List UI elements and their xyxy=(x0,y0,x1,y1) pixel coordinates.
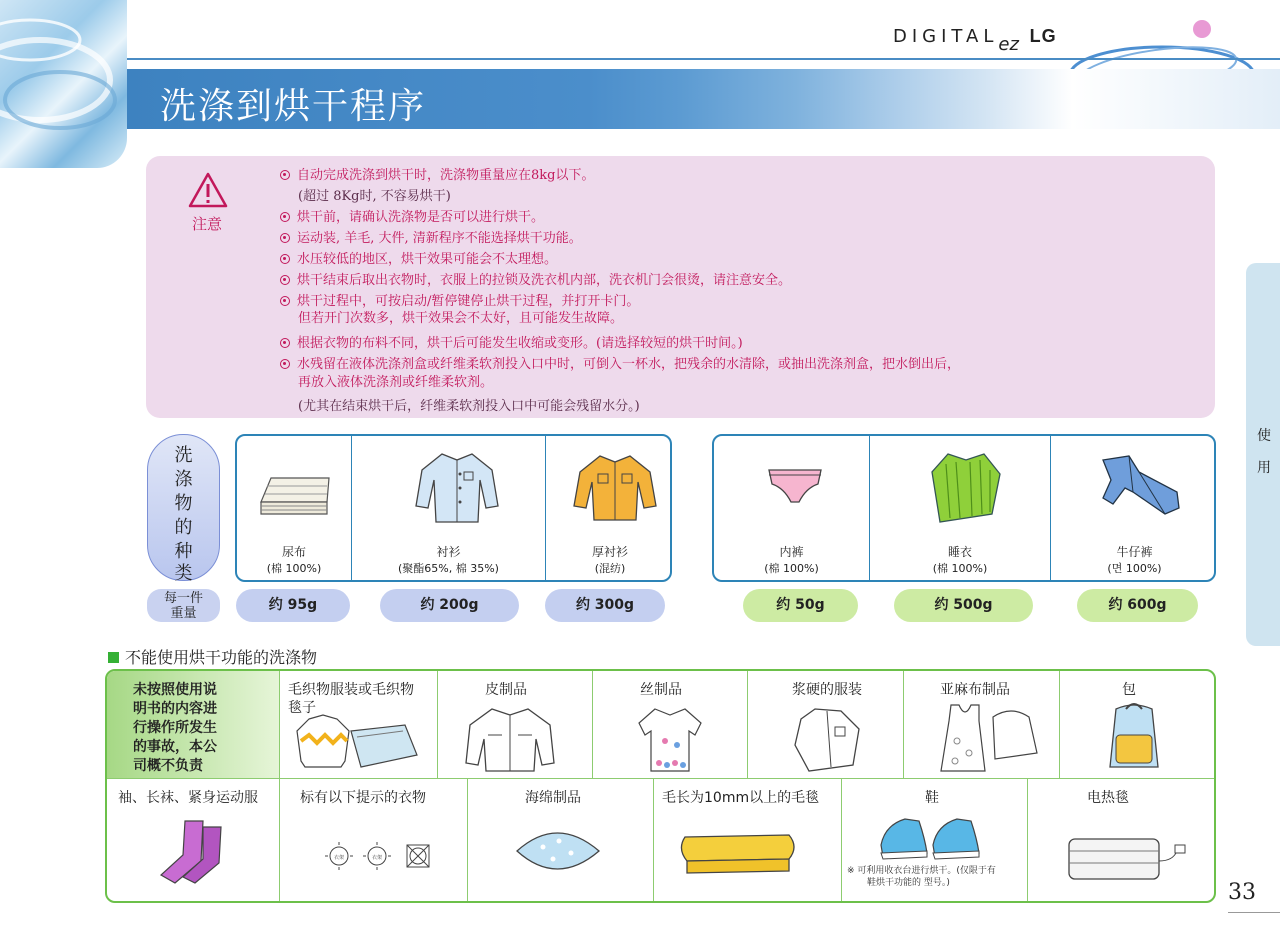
care-symbols-icon xyxy=(325,841,435,871)
weight-label: 每一件 重量 xyxy=(147,589,220,622)
caution-label: 注意 xyxy=(192,215,223,233)
item-label-long-pile: 毛长为10mm以上的毛毯 xyxy=(662,790,820,806)
weight-pill: 约 500g xyxy=(894,589,1033,622)
cell-divider xyxy=(1059,671,1060,779)
item-label-shoes: 鞋 xyxy=(925,790,939,806)
caution-item: 根据衣物的布料不同，烘干后可能发生收缩或变形。(请选择较短的烘干时间。) xyxy=(280,332,743,351)
item-label-bag: 包 xyxy=(1122,682,1136,698)
weight-pill: 约 95g xyxy=(236,589,350,622)
caution-item: 自动完成洗涤到烘干时，洗涤物重量应在8kg以下。 xyxy=(280,164,594,183)
square-bullet-icon xyxy=(108,652,119,663)
pajamas-icon xyxy=(928,450,1004,526)
laundry-item-jeans: 牛仔裤 (면 100%) xyxy=(1050,436,1218,580)
leather-jacket-icon xyxy=(462,705,558,773)
brand-logo: DIGITALez LG xyxy=(893,26,1057,55)
item-label-leather: 皮制品 xyxy=(485,682,527,698)
laundry-item-thick-shirt: 厚衬衫 (混纺) xyxy=(545,436,674,580)
weight-pill: 约 50g xyxy=(743,589,858,622)
page-number-rule xyxy=(1228,912,1280,913)
item-label-starched: 浆硬的服装 xyxy=(792,682,862,698)
bullet-icon xyxy=(280,359,290,369)
bullet-icon xyxy=(280,275,290,285)
caution-item: 烘干过程中，可按启动/暂停键停止烘干过程，并打开卡门。 xyxy=(280,290,639,309)
diaper-icon xyxy=(257,472,333,518)
item-label-electric-blanket: 电热毯 xyxy=(1087,790,1129,806)
bullet-icon xyxy=(280,296,290,306)
bullet-icon xyxy=(280,338,290,348)
cell-divider xyxy=(747,671,748,779)
section-heading: 不能使用烘干功能的洗涤物 xyxy=(108,645,317,668)
cell-divider xyxy=(1027,779,1028,903)
cell-divider xyxy=(437,671,438,779)
linen-clothes-icon xyxy=(937,701,1041,775)
cell-divider xyxy=(279,779,280,903)
electric-blanket-icon xyxy=(1061,821,1191,887)
page-number: 33 xyxy=(1228,880,1256,905)
side-tab-char: 用 xyxy=(1257,460,1271,476)
caution-item: 烘干结束后取出衣物时，衣服上的拉锁及洗衣机内部，洗衣机门会很烫，请注意安全。 xyxy=(280,269,791,288)
silk-shirt-icon xyxy=(635,705,705,775)
caution-item-note: (超过 8Kg时, 不容易烘干) xyxy=(298,189,451,204)
weight-pill: 约 300g xyxy=(545,589,665,622)
sweater-blanket-icon xyxy=(295,711,420,775)
item-label-silk: 丝制品 xyxy=(640,682,682,698)
cell-divider xyxy=(279,671,280,779)
jeans-icon xyxy=(1099,452,1183,518)
caution-item: 运动装, 羊毛, 大件, 清新程序不能选择烘干功能。 xyxy=(280,227,582,246)
header-rule xyxy=(127,58,1280,60)
bullet-icon xyxy=(280,212,290,222)
laundry-group-other xyxy=(712,434,1216,582)
disclaimer-box: 未按照使用说 明书的内容进 行操作所发生 的事故，本公 司概不负责 xyxy=(107,671,279,779)
laundry-item-diaper: 尿布 (棉 100%) xyxy=(237,436,351,580)
shoe-note: ※ 可利用收衣台进行烘干。(仅限于有 鞋烘干功能的 型号。) xyxy=(847,866,996,888)
starched-shirt-icon xyxy=(789,705,865,773)
socks-icon xyxy=(155,817,229,887)
caution-item: 水压较低的地区，烘干效果可能会不太理想。 xyxy=(280,248,557,267)
item-label-linen: 亚麻布制品 xyxy=(940,682,1010,698)
item-label-sponge: 海绵制品 xyxy=(525,790,581,806)
bullet-icon xyxy=(280,170,290,180)
caution-item: 烘干前，请确认洗涤物是否可以进行烘干。 xyxy=(280,206,544,225)
page-title: 洗涤到烘干程序 xyxy=(160,86,427,127)
caution-item-cont: 再放入液体洗涤剂或纤维柔软剂。 xyxy=(298,375,494,390)
shirt-icon xyxy=(414,450,500,526)
cell-divider xyxy=(841,779,842,903)
svg-text:衣架: 衣架 xyxy=(333,855,345,861)
caution-item: 水残留在液体洗涤剂盒或纤维柔软剂投入口中时，可倒入一杯水，把残余的水清除，或抽出洗涤剂盒，把水倒出后， xyxy=(280,353,960,372)
weight-pill: 约 600g xyxy=(1077,589,1198,622)
bullet-icon xyxy=(280,254,290,264)
underwear-icon xyxy=(766,466,824,506)
cell-divider xyxy=(903,671,904,779)
laundry-item-pajamas: 睡衣 (棉 100%) xyxy=(869,436,1050,580)
laundry-item-shirt: 衬衫 (聚酯65%, 棉 35%) xyxy=(351,436,545,580)
shoes-icon xyxy=(875,805,987,863)
corner-decoration xyxy=(0,0,127,168)
cell-divider xyxy=(467,779,468,903)
chapter-side-tab xyxy=(1246,263,1280,646)
backpack-icon xyxy=(1102,701,1166,775)
sponge-cushion-icon xyxy=(509,821,607,883)
svg-text:衣架: 衣架 xyxy=(371,855,383,861)
item-label-blanket: 毯子 xyxy=(288,700,316,716)
blanket-icon xyxy=(677,827,801,877)
row-divider xyxy=(107,778,1214,779)
item-label-socks: 袖、长袜、紧身运动服 xyxy=(118,790,258,806)
caution-item-cont: 但若开门次数多，烘干效果会不太好，且可能发生故障。 xyxy=(298,311,624,326)
cell-divider xyxy=(592,671,593,779)
thick-shirt-icon xyxy=(572,452,658,524)
side-tab-char: 使 xyxy=(1257,428,1271,444)
laundry-group-cotton xyxy=(235,434,672,582)
cell-divider xyxy=(653,779,654,903)
laundry-item-underwear: 内裤 (棉 100%) xyxy=(714,436,869,580)
item-label-wool: 毛织物服装或毛织物 xyxy=(288,682,414,698)
weight-pill: 约 200g xyxy=(380,589,519,622)
item-label-marked: 标有以下提示的衣物 xyxy=(300,790,426,806)
warning-triangle-icon xyxy=(188,172,228,208)
bullet-icon xyxy=(280,233,290,243)
laundry-type-label: 洗 涤 物 的 种 类 xyxy=(147,434,220,581)
caution-item-note: (尤其在结束烘干后，纤维柔软剂投入口中可能会残留水分。) xyxy=(298,399,640,414)
non-dry-items-table xyxy=(105,669,1216,903)
